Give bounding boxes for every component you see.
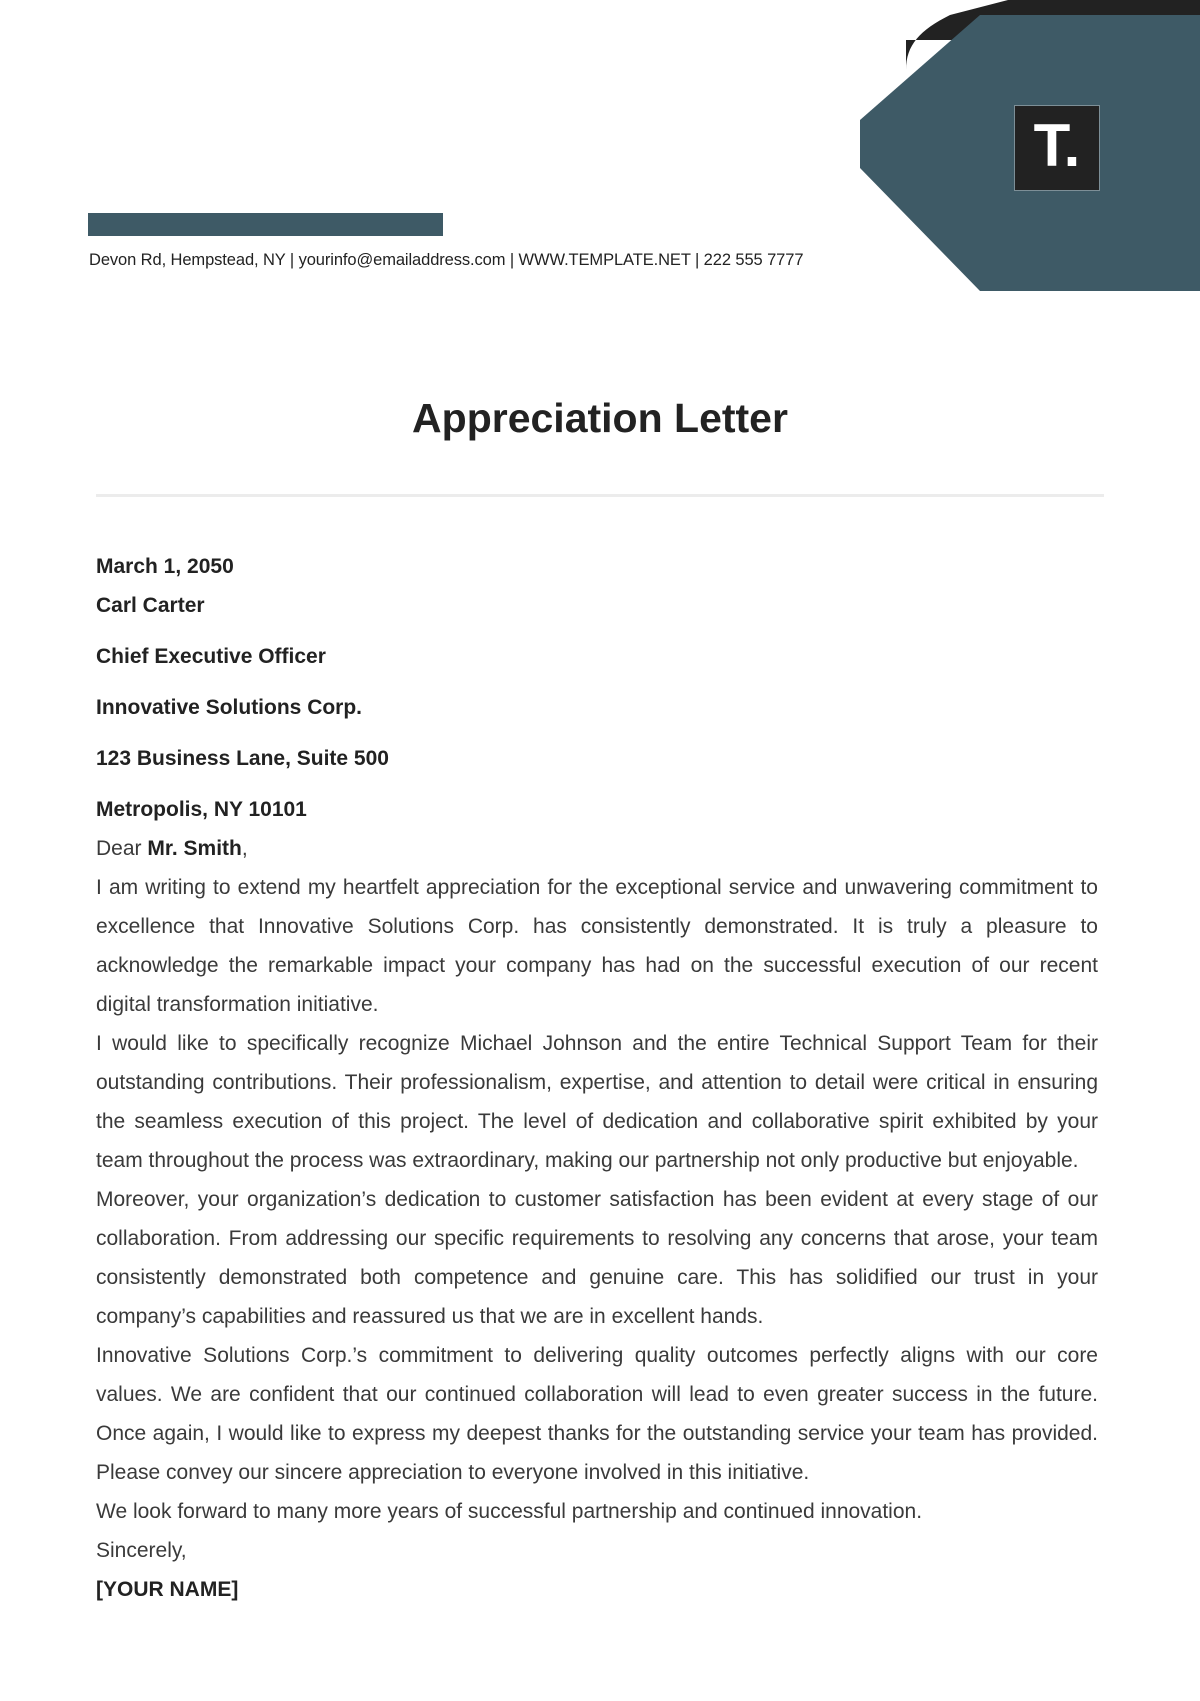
salutation-suffix: , bbox=[241, 837, 248, 860]
salutation-prefix: Dear bbox=[96, 837, 148, 860]
header-accent-bar bbox=[88, 213, 443, 236]
signature: [YOUR NAME] bbox=[96, 1578, 239, 1601]
salutation-name: Mr. Smith bbox=[147, 837, 242, 860]
recipient-title: Chief Executive Officer bbox=[96, 645, 326, 668]
page-title: Appreciation Letter bbox=[412, 395, 788, 441]
title-divider bbox=[96, 494, 1104, 497]
letter-body bbox=[96, 547, 1098, 1609]
logo-icon: T. bbox=[1033, 112, 1081, 179]
letter-date: March 1, 2050 bbox=[96, 555, 234, 578]
paragraph-1: I am writing to extend my heartfelt appreciation for the exceptional service and unwavering commitment to excellence that Innovative Solutions Corp. has consistently demonstrated. It is truly a pleasure to acknowledge the remarkable impact your company has had on the successful execution of our recent digital transformation initiative. bbox=[96, 876, 1098, 1016]
recipient-name: Carl Carter bbox=[96, 594, 205, 617]
recipient-address-line1: 123 Business Lane, Suite 500 bbox=[96, 747, 389, 770]
paragraph-4: Innovative Solutions Corp.’s commitment to delivering quality outcomes perfectly aligns with our core values. We are confident that our continued collaboration will lead to even greater success in the future. Once again, I would like to express my deepest thanks for the outstanding service your team has provided. Please convey our sincere appreciation to everyone involved in this initiative. bbox=[96, 1344, 1098, 1484]
paragraph-5: We look forward to many more years of successful partnership and continued innovation. bbox=[96, 1500, 923, 1523]
recipient-company: Innovative Solutions Corp. bbox=[96, 696, 363, 719]
paragraph-3: Moreover, your organization’s dedication to customer satisfaction has been evident at every stage of our collaboration. From addressing our specific requirements to resolving any concerns that arose, your team consistently demonstrated both competence and genuine care. This has solidified our trust in your company’s capabilities and reassured us that we are in excellent hands. bbox=[96, 1188, 1098, 1328]
contact-info: Devon Rd, Hempstead, NY | yourinfo@emailaddress.com | WWW.TEMPLATE.NET | 222 555 7777 bbox=[89, 251, 804, 269]
closing: Sincerely, bbox=[96, 1539, 187, 1562]
paragraph-2: I would like to specifically recognize Michael Johnson and the entire Technical Support Team for their outstanding contributions. Their professionalism, expertise, and attention to detail were critical in ensuring the seamless execution of this project. The level of dedication and collaborative spirit exhibited by your team throughout the process was extraordinary, making our partnership not only productive but enjoyable. bbox=[96, 1032, 1098, 1172]
company-logo bbox=[1014, 105, 1100, 191]
recipient-address-line2: Metropolis, NY 10101 bbox=[96, 798, 307, 821]
salutation bbox=[96, 829, 1098, 868]
